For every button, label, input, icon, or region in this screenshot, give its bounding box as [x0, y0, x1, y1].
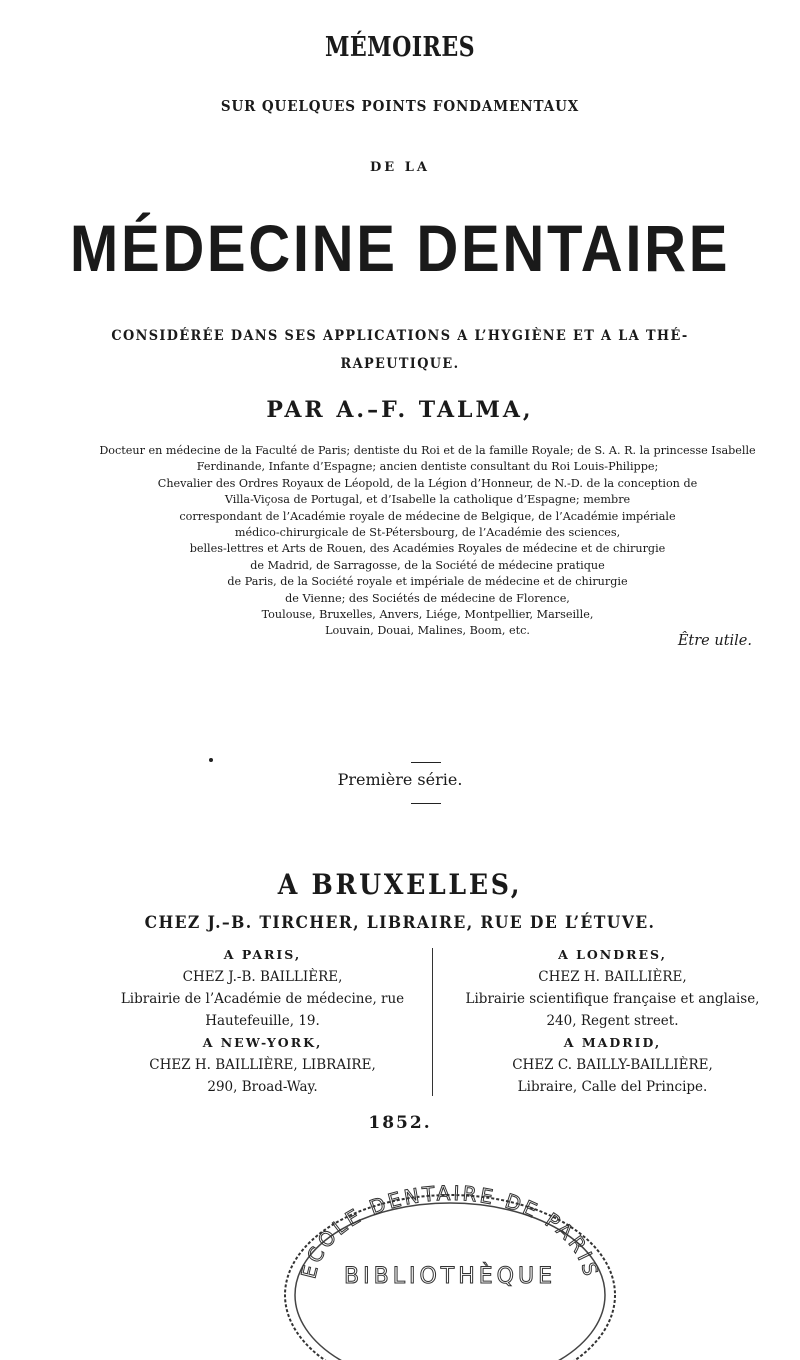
subtitle-line-1: CONSIDÉRÉE DANS SES APPLICATIONS A L’HYGIÈNE ET A LA THÉ-: [111, 328, 689, 344]
series-label: Première série.: [337, 770, 463, 789]
credential-line: Villa-Viçosa de Portugal, et d’Isabelle la catholique d’Espagne; membre: [224, 493, 631, 507]
credential-line: médico-chirurgicale de St-Pétersbourg, de l’Académie des sciences,: [234, 526, 621, 540]
stamp-top-text: ECOLE DENTAIRE DE PARIS: [296, 1180, 604, 1281]
column-divider: [432, 948, 433, 1096]
imprint-line: Libraire, Calle del Principe.: [517, 1079, 708, 1095]
credential-line: de Paris, de la Société royale et impériale de médecine et de chirurgie: [227, 575, 628, 589]
credential-line: de Madrid, de Sarragosse, de la Société de médecine pratique: [250, 558, 605, 572]
subtitle-line-2: RAPEUTIQUE.: [340, 356, 460, 372]
imprint-left-column: [95, 944, 430, 1098]
imprint-line: CHEZ H. BAILLIÈRE, LIBRAIRE,: [149, 1057, 376, 1073]
imprint-city: A BRUXELLES,: [277, 868, 523, 901]
credential-line: Louvain, Douai, Malines, Boom, etc.: [325, 624, 530, 638]
imprint-line: CHEZ J.-B. BAILLIÈRE,: [182, 969, 343, 985]
publication-year: 1852.: [368, 1113, 432, 1133]
imprint-londres-heading: A LONDRES,: [558, 947, 667, 962]
imprint-line: Librairie de l’Académie de médecine, rue: [120, 991, 405, 1007]
title-sur-quelques-points: SUR QUELQUES POINTS FONDAMENTAUX: [220, 97, 580, 115]
imprint-paris-heading: A PARIS,: [223, 947, 302, 962]
series-rule-bottom: [411, 803, 441, 804]
imprint-line: 290, Broad-Way.: [207, 1079, 318, 1095]
imprint-line: Hautefeuille, 19.: [205, 1013, 320, 1029]
imprint-line: CHEZ H. BAILLIÈRE,: [538, 969, 687, 985]
imprint-line: 240, Regent street.: [546, 1013, 679, 1029]
series-rule-top: [411, 762, 441, 763]
credential-line: de Vienne; des Sociétés de médecine de Florence,: [285, 591, 570, 605]
author-line: PAR A.–F. TALMA,: [266, 397, 534, 423]
library-stamp: [270, 1180, 630, 1360]
credential-line: Toulouse, Bruxelles, Anvers, Liége, Montpellier, Marseille,: [261, 608, 594, 622]
credential-line: correspondant de l’Académie royale de médecine de Belgique, de l’Académie impériale: [179, 509, 676, 523]
title-memoires: MÉMOIRES: [324, 32, 476, 63]
stamp-bottom-text: BIBLIOTHÈQUE: [344, 1264, 556, 1289]
imprint-madrid-heading: A MADRID,: [563, 1035, 662, 1050]
credential-line: Docteur en médecine de la Faculté de Paris; dentiste du Roi et de la famille Royale; de S. A. R. la princesse Isabelle: [99, 444, 756, 457]
imprint-line: Librairie scientifique française et anglaise,: [465, 991, 760, 1007]
imprint-new-york-heading: A NEW-YORK,: [202, 1035, 323, 1050]
credential-line: belles-lettres et Arts de Rouen, des Académies Royales de médecine et de chirurgie: [189, 542, 666, 556]
main-title: MÉDECINE DENTAIRE: [69, 211, 731, 285]
imprint-line: CHEZ C. BAILLY-BAILLIÈRE,: [512, 1057, 713, 1073]
imprint-right-column: [440, 944, 785, 1098]
credential-line: Ferdinande, Infante d’Espagne; ancien dentiste consultant du Roi Louis-Philippe;: [196, 460, 659, 474]
credential-line: Chevalier des Ordres Royaux de Léopold, de la Légion d’Honneur, de N.-D. de la conception de: [157, 476, 698, 490]
title-de-la: DE LA: [370, 160, 430, 175]
motto: Être utile.: [677, 633, 752, 649]
ink-speck: [209, 758, 213, 762]
imprint-publisher: CHEZ J.–B. TIRCHER, LIBRAIRE, RUE DE L’ÉTUVE.: [144, 913, 656, 933]
author-credentials: [85, 443, 770, 640]
